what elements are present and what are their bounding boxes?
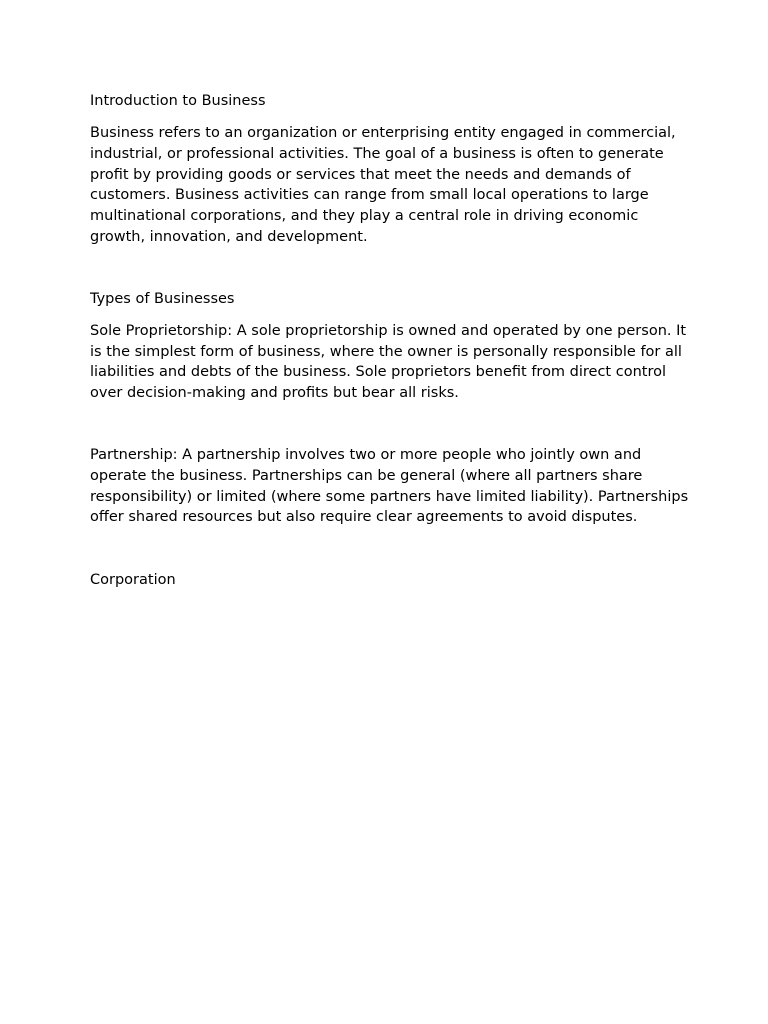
section-heading-introduction: Introduction to Business [90,93,266,109]
paragraph-sole-proprietorship: Sole Proprietorship: A sole proprietorship is owned and operated by one person. It is the simplest form of business, where the owner is personally responsible for all liabilities and debts of the business. Sole proprietors benefit from direct control over decision-making and profits but bear all risks. [90,322,687,402]
section-heading-corporation: Corporation [90,572,176,589]
paragraph-partnership: Partnership: A partnership involves two or more people who jointly own and operate the business. Partnerships can be general (where all partners share responsibility) or limited (where some partners have limited liability). Partnerships offer shared resources but also require clear agreements to avoid disputes. [90,446,689,526]
section-heading-types: Types of Businesses [90,290,235,307]
paragraph-introduction: Business refers to an organization or enterprising entity engaged in commercial, industrial, or professional activities. The goal of a business is often to generate profit by providing goods or services that meet the needs and demands of customers. Business activities can range from small local operations to large multinational corporations, and they play a central role in driving economic growth, innovation, and development. [90,125,676,245]
document-page [90,91,690,602]
